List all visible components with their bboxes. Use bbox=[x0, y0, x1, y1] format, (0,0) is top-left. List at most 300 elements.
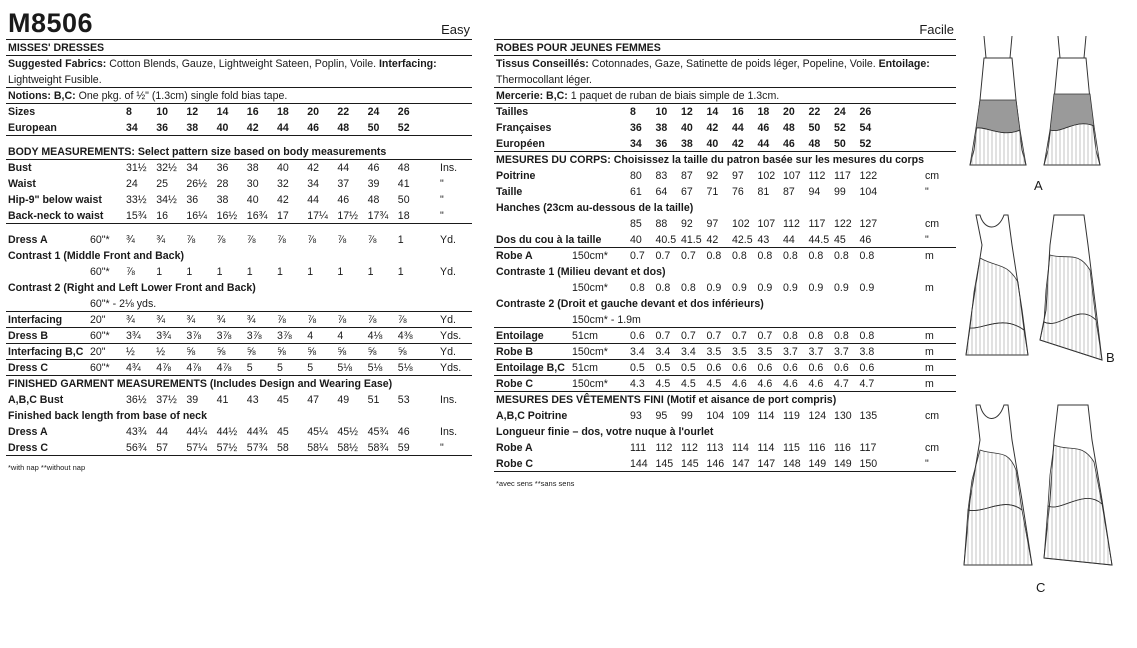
size-value: 8 bbox=[630, 106, 636, 118]
size-value: 42 bbox=[307, 162, 319, 174]
table-row-interfacing-b-c bbox=[6, 344, 472, 360]
size-value: 76 bbox=[732, 186, 744, 198]
size-value: 87 bbox=[783, 186, 795, 198]
table-row-robe-c bbox=[494, 456, 956, 472]
section-heading: Finished back length from base of neck bbox=[8, 410, 207, 422]
table-row-waist bbox=[6, 176, 472, 192]
fabric-width: 60"* bbox=[90, 330, 110, 342]
size-value: 0.8 bbox=[732, 250, 747, 262]
view-b-label: B bbox=[1106, 350, 1115, 365]
size-value: 42 bbox=[706, 122, 719, 134]
table-row-european bbox=[6, 120, 472, 136]
size-value: 25 bbox=[156, 178, 168, 190]
row-label: Robe A bbox=[496, 250, 533, 262]
unit: m bbox=[925, 330, 934, 342]
unit: cm bbox=[925, 170, 940, 182]
size-value: 24 bbox=[126, 178, 138, 190]
fabrics-text: Interfacing: bbox=[378, 58, 437, 70]
section-heading: Hanches (23cm au-dessous de la taille) bbox=[496, 202, 694, 214]
size-value: 117 bbox=[834, 170, 851, 182]
size-value: 0.9 bbox=[859, 282, 875, 294]
section-heading: BODY MEASUREMENTS: Select pattern size based on body measurements bbox=[6, 144, 472, 160]
size-value: 112 bbox=[783, 218, 800, 230]
table-row-dress-c bbox=[6, 440, 472, 456]
row-label: Européen bbox=[496, 138, 545, 150]
size-value: 0.9 bbox=[783, 282, 798, 294]
size-value: 0.9 bbox=[732, 282, 747, 294]
size-value: 92 bbox=[706, 170, 719, 182]
fabric-width: 51cm bbox=[572, 330, 598, 342]
size-value: 12 bbox=[186, 106, 199, 118]
size-value: 44 bbox=[307, 194, 319, 206]
size-value: 0.6 bbox=[732, 362, 747, 374]
row-label: Sizes bbox=[8, 106, 36, 118]
size-value: 42 bbox=[277, 194, 289, 206]
fabric-width: 150cm* bbox=[572, 282, 608, 294]
header bbox=[6, 10, 472, 40]
size-value: ¾ bbox=[246, 314, 256, 326]
size-value: 20 bbox=[307, 106, 319, 118]
fabric-width: 150cm* bbox=[572, 378, 608, 390]
size-value: 22 bbox=[808, 106, 821, 118]
size-value: 46 bbox=[783, 138, 795, 150]
row-label: Dress A bbox=[8, 234, 48, 246]
fabrics-text: Cotton Blends, Gauze, Lightweight Sateen, Poplin, Voile. bbox=[106, 58, 379, 70]
notions-text: Notions: B,C: bbox=[8, 90, 76, 102]
size-value: 87 bbox=[681, 170, 693, 182]
size-value: 37 bbox=[337, 178, 350, 190]
size-value: 42 bbox=[732, 138, 744, 150]
fabrics-line bbox=[494, 56, 956, 72]
table-row-hip-9-below-waist bbox=[6, 192, 472, 208]
size-value: 0.7 bbox=[655, 330, 671, 342]
size-value: 0.9 bbox=[834, 282, 849, 294]
fabrics-text: Suggested Fabrics: bbox=[8, 58, 107, 70]
size-value: 83 bbox=[655, 170, 668, 182]
size-value: 58¼ bbox=[307, 442, 328, 454]
size-value: 15¾ bbox=[126, 210, 147, 222]
size-value: 102 bbox=[732, 218, 750, 230]
table-row-entoilage-b-c bbox=[494, 360, 956, 376]
unit: " bbox=[925, 234, 929, 246]
size-value: 0.8 bbox=[630, 282, 645, 294]
fabrics-line bbox=[6, 56, 472, 72]
size-value: 71 bbox=[706, 186, 719, 198]
row-label: Taille bbox=[496, 186, 523, 198]
row-label: Waist bbox=[8, 178, 36, 190]
size-value: 43 bbox=[246, 394, 259, 406]
size-value: 0.9 bbox=[808, 282, 824, 294]
notions-fr bbox=[494, 88, 956, 104]
size-value: 43¾ bbox=[126, 426, 147, 438]
unit: Ins. bbox=[440, 394, 458, 406]
size-value: 0.8 bbox=[808, 250, 824, 262]
size-value: 4.3 bbox=[630, 378, 645, 390]
size-value: 3⅞ bbox=[186, 330, 202, 342]
size-value: ¾ bbox=[126, 234, 135, 246]
fabrics-text: Thermocollant léger. bbox=[496, 74, 592, 86]
size-value: 22 bbox=[337, 106, 350, 118]
size-value: 48 bbox=[397, 162, 410, 174]
size-value: 46 bbox=[367, 162, 380, 174]
view-c-front-drawing bbox=[964, 405, 1032, 565]
size-value: 32½ bbox=[156, 162, 177, 174]
size-value: 4⅜ bbox=[397, 330, 413, 342]
size-value: ⅞ bbox=[277, 314, 286, 326]
size-value: 52 bbox=[834, 122, 846, 134]
table-row-entoilage bbox=[494, 328, 956, 344]
size-value: 58 bbox=[277, 442, 289, 454]
size-value: 109 bbox=[732, 410, 750, 422]
size-value: 5 bbox=[246, 362, 253, 374]
size-value: 17 bbox=[277, 210, 289, 222]
fabric-width: 150cm* - 1.9m bbox=[572, 314, 641, 326]
notions bbox=[6, 88, 472, 104]
size-value: 42 bbox=[706, 234, 719, 246]
size-value: 45¼ bbox=[307, 426, 328, 438]
fabrics-text: Cotonnades, Gaze, Satinette de poids léger, Popeline, Voile. bbox=[588, 58, 879, 70]
size-value: 1 bbox=[277, 266, 283, 278]
size-value: 3.7 bbox=[783, 346, 798, 358]
size-value: 40.5 bbox=[655, 234, 677, 246]
size-value: 40 bbox=[630, 234, 642, 246]
size-value: 28 bbox=[216, 178, 229, 190]
size-value: 67 bbox=[681, 186, 693, 198]
size-value: 112 bbox=[655, 442, 673, 454]
size-value: 5⅛ bbox=[397, 362, 413, 374]
size-value: 59 bbox=[397, 442, 410, 454]
fabrics-line bbox=[494, 72, 956, 88]
size-value: 17¾ bbox=[367, 210, 389, 222]
size-value: 0.5 bbox=[630, 362, 645, 374]
size-value: 24 bbox=[834, 106, 846, 118]
size-value: ⅝ bbox=[246, 346, 256, 358]
size-value: 50 bbox=[397, 194, 410, 206]
size-value: ¾ bbox=[126, 314, 135, 326]
unit: " bbox=[440, 194, 444, 206]
size-value: 4⅞ bbox=[216, 362, 232, 374]
size-value: 1 bbox=[397, 234, 404, 246]
size-value: ⅞ bbox=[186, 234, 196, 246]
size-value: 41.5 bbox=[681, 234, 702, 246]
size-value: 149 bbox=[808, 458, 827, 470]
size-value: 0.6 bbox=[757, 362, 773, 374]
size-value: 0.6 bbox=[706, 362, 722, 374]
size-value: 1 bbox=[186, 266, 193, 278]
size-value: ⅞ bbox=[337, 234, 347, 246]
unit: " bbox=[925, 186, 929, 198]
size-value: ½ bbox=[126, 346, 135, 358]
size-value: 0.8 bbox=[808, 330, 824, 342]
size-value: 0.8 bbox=[859, 250, 875, 262]
size-value: 46 bbox=[397, 426, 410, 438]
size-value: 0.6 bbox=[630, 330, 645, 342]
row-label: Dress C bbox=[8, 442, 49, 454]
size-value: 45 bbox=[277, 426, 289, 438]
size-value: 0.8 bbox=[681, 282, 696, 294]
size-value: 10 bbox=[655, 106, 668, 118]
difficulty-level-fr: Facile bbox=[919, 22, 954, 37]
size-value: 58¾ bbox=[367, 442, 389, 454]
size-value: 14 bbox=[706, 106, 719, 118]
size-value: 46 bbox=[757, 122, 770, 134]
fabric-width: 60"* - 2⅛ yds. bbox=[90, 298, 157, 310]
unit: cm bbox=[925, 442, 940, 454]
size-value: ⅝ bbox=[307, 346, 317, 358]
size-value: 43 bbox=[757, 234, 770, 246]
size-value: ¾ bbox=[186, 314, 196, 326]
size-value: 4¾ bbox=[126, 362, 141, 374]
fabric-width: 150cm* bbox=[572, 346, 608, 358]
size-value: 117 bbox=[808, 218, 826, 230]
suggested-fabrics-fr bbox=[494, 56, 956, 88]
size-value: 0.6 bbox=[834, 362, 849, 374]
unit: m bbox=[925, 282, 934, 294]
garment-title: MISSES' DRESSES bbox=[6, 40, 472, 56]
size-value: 4.5 bbox=[681, 378, 696, 390]
unit: Yds. bbox=[440, 330, 462, 342]
size-value: 5 bbox=[277, 362, 283, 374]
table-row-60 bbox=[6, 264, 472, 280]
size-value: 48 bbox=[337, 122, 350, 134]
size-value: 14 bbox=[216, 106, 229, 118]
size-value: 56¾ bbox=[126, 442, 147, 454]
fabric-width: 20" bbox=[90, 314, 106, 326]
footnote-fr: *avec sens **sans sens bbox=[496, 479, 575, 488]
size-value: 51 bbox=[367, 394, 380, 406]
size-value: 50 bbox=[367, 122, 380, 134]
size-value: 45½ bbox=[337, 426, 359, 438]
size-value: 42 bbox=[246, 122, 259, 134]
size-value: 41 bbox=[397, 178, 410, 190]
size-value: 36 bbox=[186, 194, 199, 206]
size-value: 97 bbox=[706, 218, 719, 230]
view-c-label: C bbox=[1036, 580, 1046, 595]
spacer bbox=[6, 224, 472, 232]
size-value: ⅞ bbox=[246, 234, 256, 246]
size-value: 45 bbox=[277, 394, 289, 406]
size-value: 5 bbox=[307, 362, 314, 374]
size-value: 3.4 bbox=[681, 346, 696, 358]
size-value: 104 bbox=[706, 410, 725, 422]
size-value: ½ bbox=[156, 346, 166, 358]
size-value: 16 bbox=[156, 210, 168, 222]
size-value: 97 bbox=[732, 170, 744, 182]
size-value: ⅝ bbox=[397, 346, 407, 358]
size-value: 50 bbox=[834, 138, 846, 150]
size-value: 0.8 bbox=[834, 250, 849, 262]
size-value: 39 bbox=[367, 178, 380, 190]
size-value: 34 bbox=[307, 178, 319, 190]
view-b-back-drawing bbox=[1040, 215, 1102, 360]
garment-title-fr: ROBES POUR JEUNES FEMMES bbox=[494, 40, 956, 56]
unit: m bbox=[925, 250, 934, 262]
size-value: 42.5 bbox=[732, 234, 753, 246]
size-value: 18 bbox=[757, 106, 770, 118]
size-value: 3¾ bbox=[126, 330, 141, 342]
size-value: 44½ bbox=[216, 426, 238, 438]
size-value: 34 bbox=[630, 138, 642, 150]
row-label: Robe C bbox=[496, 458, 534, 470]
size-value: 5⅛ bbox=[367, 362, 383, 374]
size-value: 0.9 bbox=[706, 282, 722, 294]
size-value: 57 bbox=[156, 442, 168, 454]
size-value: 3.7 bbox=[808, 346, 824, 358]
size-value: 114 bbox=[757, 410, 775, 422]
size-value: 26 bbox=[859, 106, 872, 118]
size-value: ⅞ bbox=[216, 234, 226, 246]
pattern-number: M8506 bbox=[8, 8, 94, 38]
size-value: ⅞ bbox=[307, 314, 317, 326]
unit: Yd. bbox=[440, 266, 456, 278]
table-row-a-b-c-bust bbox=[6, 392, 472, 408]
size-value: 112 bbox=[808, 170, 826, 182]
size-value: 58½ bbox=[337, 442, 359, 454]
table-row-bust bbox=[6, 160, 472, 176]
fabric-width: 60"* bbox=[90, 266, 110, 278]
english-column bbox=[6, 10, 472, 473]
unit: Ins. bbox=[440, 162, 458, 174]
unit: Yds. bbox=[440, 362, 462, 374]
difficulty-level: Easy bbox=[441, 22, 470, 37]
size-value: 0.6 bbox=[808, 362, 824, 374]
size-value: 85 bbox=[630, 218, 642, 230]
size-value: 4.7 bbox=[859, 378, 875, 390]
suggested-fabrics bbox=[6, 56, 472, 88]
unit: Yd. bbox=[440, 314, 456, 326]
size-value: 93 bbox=[630, 410, 642, 422]
size-value: 81 bbox=[757, 186, 770, 198]
size-value: 147 bbox=[757, 458, 776, 470]
size-value: 24 bbox=[367, 106, 380, 118]
row-label: Dress A bbox=[8, 426, 48, 438]
measurements-table bbox=[6, 104, 472, 456]
spacer bbox=[6, 136, 472, 144]
fabric-width: 60"* bbox=[90, 362, 110, 374]
row-label: Robe A bbox=[496, 442, 533, 454]
row-label: Robe C bbox=[496, 378, 534, 390]
unit: cm bbox=[925, 218, 940, 230]
size-value: 8 bbox=[126, 106, 132, 118]
size-value: 38 bbox=[186, 122, 199, 134]
size-value: 49 bbox=[337, 394, 350, 406]
unit: " bbox=[440, 210, 444, 222]
size-value: 45 bbox=[834, 234, 846, 246]
table-row-robe-b bbox=[494, 344, 956, 360]
size-value: 3.4 bbox=[655, 346, 671, 358]
size-value: 36½ bbox=[126, 394, 147, 406]
size-value: 41 bbox=[216, 394, 229, 406]
size-value: 0.7 bbox=[655, 250, 671, 262]
notions-text: 1 paquet de ruban de biais simple de 1.3cm. bbox=[567, 90, 780, 102]
table-row-dos-du-cou-la-taille bbox=[494, 232, 956, 248]
size-value: 104 bbox=[859, 186, 878, 198]
size-value: 52 bbox=[397, 122, 410, 134]
table-row-row bbox=[494, 216, 956, 232]
footnote: *with nap **without nap bbox=[8, 463, 86, 472]
size-value: 3.5 bbox=[757, 346, 773, 358]
table-row-europ-en bbox=[494, 136, 956, 152]
table-row-robe-a bbox=[494, 440, 956, 456]
size-value: 4⅞ bbox=[156, 362, 171, 374]
size-value: 94 bbox=[808, 186, 821, 198]
size-value: 148 bbox=[783, 458, 801, 470]
size-value: 0.9 bbox=[757, 282, 773, 294]
size-value: 38 bbox=[681, 138, 693, 150]
size-value: 3.5 bbox=[732, 346, 747, 358]
size-value: 40 bbox=[277, 162, 289, 174]
size-value: ⅝ bbox=[277, 346, 286, 358]
table-row-robe-a bbox=[494, 248, 956, 264]
size-value: 34 bbox=[186, 162, 199, 174]
size-value: 4 bbox=[337, 330, 344, 342]
row-label: Dress B bbox=[8, 330, 49, 342]
size-value: 80 bbox=[630, 170, 642, 182]
notions-line bbox=[494, 88, 956, 104]
size-value: 36 bbox=[630, 122, 642, 134]
size-value: 146 bbox=[706, 458, 725, 470]
view-a-label: A bbox=[1034, 178, 1043, 193]
size-value: 88 bbox=[655, 218, 668, 230]
size-value: ¾ bbox=[156, 314, 166, 326]
size-value: 4.6 bbox=[783, 378, 798, 390]
size-value: 0.5 bbox=[681, 362, 696, 374]
measurements-table-fr bbox=[494, 104, 956, 472]
size-value: 114 bbox=[732, 442, 749, 454]
size-value: 44 bbox=[757, 138, 770, 150]
size-value: 107 bbox=[783, 170, 801, 182]
size-value: 1 bbox=[397, 266, 404, 278]
size-value: 3⅞ bbox=[277, 330, 292, 342]
view-a-back-drawing bbox=[1044, 36, 1100, 165]
size-value: 40 bbox=[216, 122, 229, 134]
size-value: 57½ bbox=[216, 442, 238, 454]
row-label: Françaises bbox=[496, 122, 552, 134]
size-value: 135 bbox=[859, 410, 878, 422]
unit: Yd. bbox=[440, 346, 456, 358]
size-value: 0.8 bbox=[783, 250, 798, 262]
size-value: 44 bbox=[783, 234, 795, 246]
size-value: 107 bbox=[757, 218, 776, 230]
size-value: 112 bbox=[681, 442, 698, 454]
size-value: 16¾ bbox=[246, 210, 268, 222]
table-row-dress-a bbox=[6, 232, 472, 248]
size-value: 31½ bbox=[126, 162, 147, 174]
size-value: 111 bbox=[630, 442, 647, 454]
table-row-fran-aises bbox=[494, 120, 956, 136]
size-value: 44.5 bbox=[808, 234, 830, 246]
notions-text: One pkg. of ½" (1.3cm) single fold bias tape. bbox=[75, 90, 288, 102]
size-value: ⅞ bbox=[337, 314, 347, 326]
size-value: 44 bbox=[732, 122, 744, 134]
table-row-robe-c bbox=[494, 376, 956, 392]
size-value: 5⅛ bbox=[337, 362, 353, 374]
row-label: Entoilage B,C bbox=[496, 362, 565, 374]
row-label: Hip-9" below waist bbox=[8, 194, 102, 206]
size-value: 44 bbox=[337, 162, 350, 174]
size-value: 3⅞ bbox=[246, 330, 262, 342]
size-value: 4.7 bbox=[834, 378, 849, 390]
size-value: 3.7 bbox=[834, 346, 849, 358]
size-value: 52 bbox=[859, 138, 872, 150]
size-value: 1 bbox=[156, 266, 163, 278]
section-heading: Contrast 1 (Middle Front and Back) bbox=[8, 250, 184, 262]
size-value: 3.8 bbox=[859, 346, 875, 358]
table-row-sizes bbox=[6, 104, 472, 120]
size-value: 16 bbox=[732, 106, 744, 118]
notions-text: Mercerie: B,C: bbox=[496, 90, 568, 102]
size-value: 16½ bbox=[216, 210, 238, 222]
